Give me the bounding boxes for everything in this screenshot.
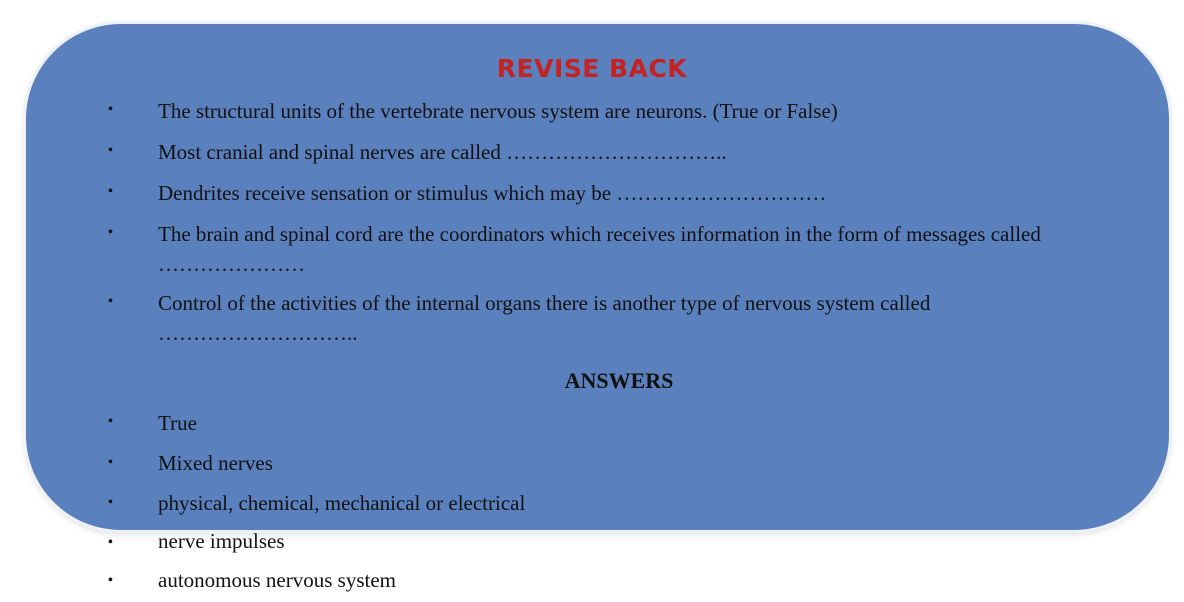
answer-2: Mixed nerves: [158, 451, 273, 475]
bullet-icon: •: [108, 495, 113, 510]
answer-5: autonomous nervous system: [158, 568, 396, 592]
bullet-icon: •: [108, 573, 113, 588]
bullet-icon: •: [108, 294, 113, 309]
bullet-icon: •: [108, 455, 113, 470]
answer-4: nerve impulses: [158, 529, 285, 553]
answer-1: True: [158, 411, 197, 435]
bullet-icon: •: [108, 102, 113, 117]
answers-heading: ANSWERS: [564, 368, 674, 393]
question-1: The structural units of the vertebrate nervous system are neurons. (True or False): [158, 99, 838, 123]
bullet-icon: •: [108, 414, 113, 429]
bullet-icon: •: [108, 535, 113, 550]
bullet-icon: •: [108, 225, 113, 240]
question-2: Most cranial and spinal nerves are called …………………………..: [158, 140, 727, 164]
bullet-icon: •: [108, 184, 113, 199]
answer-3: physical, chemical, mechanical or electrical: [158, 491, 526, 515]
bullet-icon: •: [108, 143, 113, 158]
question-3: Dendrites receive sensation or stimulus which may be …………………………: [158, 181, 827, 205]
question-4: The brain and spinal cord are the coordinators which receives information in the form of messages called …………………: [158, 222, 1041, 276]
revise-back-title: REVISE BACK: [496, 54, 688, 83]
question-5: Control of the activities of the internal organs there is another type of nervous system called ………………………..: [158, 291, 931, 345]
